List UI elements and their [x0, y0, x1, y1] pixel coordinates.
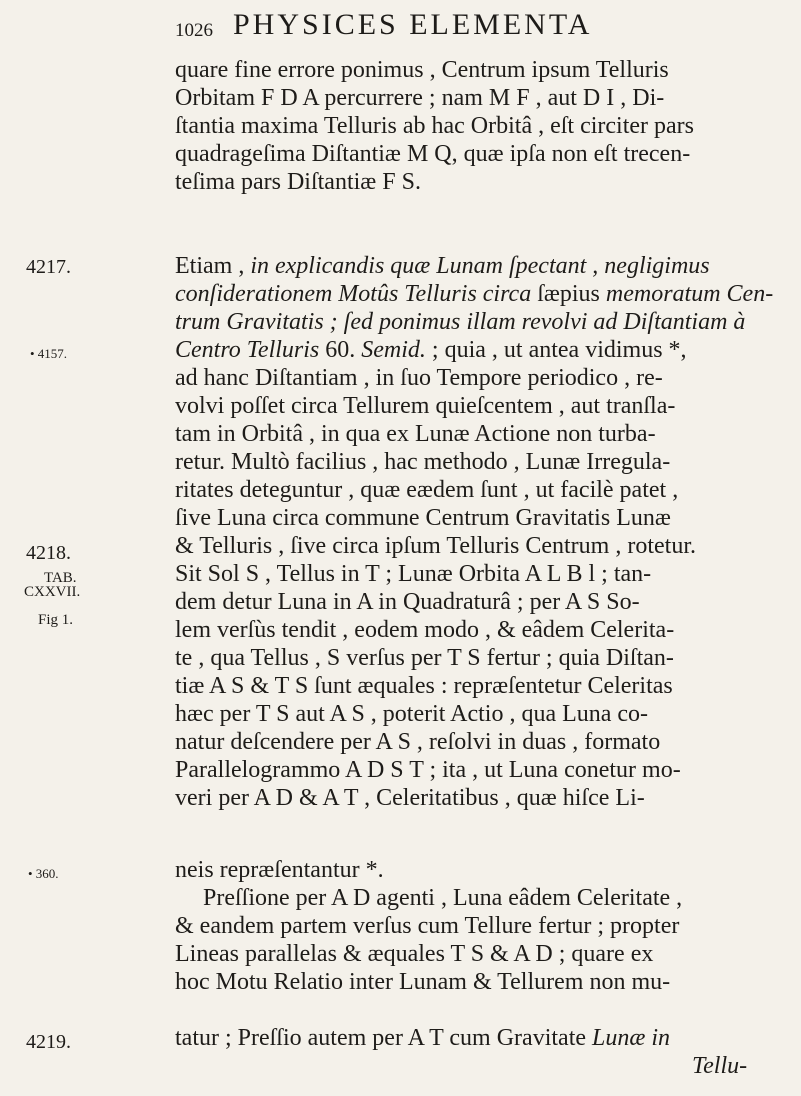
book-page: 1026 PHYSICES ELEMENTA 4217. • 4157. 4218. TAB. CXXVII. Fig 1. • 360. 4219. quare fine errore ponimus , Centrum ipsum Telluris Orbitam F D A percurrere ; nam M F , aut D I , Di- ſtantia maxima Telluris ab hac Orbitâ , eſt circiter pars quadrageſima Diſtantiæ M Q, quæ ipſa non eſt trecen- teſima pars Diſtantiæ F S. Etiam , in explicandis quæ Lunam ſpectant , negligimus conſiderationem Motûs Telluris circa ſæpius memoratum Cen- trum Gravitatis ; ſed ponimus illam revolvi ad Diſtantiam à Centro Telluris 60. Semid. ; quia , ut antea vidimus *, ad hanc Diſtantiam , in ſuo Tempore periodico , re- volvi poſſet circa Tellurem quieſcentem , aut tranſla- tam in Orbitâ , in qua ex Lunæ Actione non turba- retur. Multò facilius , hac methodo , Lunæ Irregula- ritates deteguntur , quæ eædem ſunt , ut facilè patet , ſive Luna circa commune Centrum Gravitatis Lunæ & Telluris , ſive circa ipſum Telluris Centrum , rotetur. Sit Sol S , Tellus in T ; Lunæ Orbita A L B l ; tan- dem detur Luna in A in Quadraturâ ; per A S So- lem verſùs tendit , eodem modo , & eâdem Celerita- te , qua Tellus , S verſus per T S fertur ; quia Diſtan- tiæ A S & T S ſunt æquales : repræſentetur Celeritas hæc per T S aut A S , poterit Actio , qua Luna co- natur deſcendere per A S , reſolvi in duas , formato Parallelogrammo A D S T ; ita , ut Luna conetur mo- veri per A D & A T , Celeritatibus , quæ hiſce Li- neis repræſentantur *. Preſſione per A D agenti , Luna eâdem Celeritate , & eandem partem verſus cum Tellure fertur ; propter Lineas parallelas & æquales T S & A D ; quare ex hoc Motu Relatio inter Lunam & Tellurem non mu- tatur ; Preſſio autem per A T cum Gravitate Lunæ in Tellu-	[24, 8, 774, 1079]
margin-figure-reference: Fig 1.	[38, 612, 74, 628]
margin-reference-4157: • 4157.	[30, 346, 68, 361]
margin-table-label: TAB.	[44, 570, 77, 586]
margin-paragraph-4219: 4219.	[26, 1031, 71, 1053]
page-header	[175, 8, 735, 48]
margin-reference-360: • 360.	[28, 866, 59, 881]
margin-table-number: CXXVII.	[24, 584, 81, 600]
margin-paragraph-4218: 4218.	[26, 542, 71, 564]
margin-paragraph-4217: 4217.	[26, 256, 71, 278]
running-title: PHYSICES ELEMENTA	[233, 8, 593, 41]
page-number: 1026	[175, 20, 213, 41]
